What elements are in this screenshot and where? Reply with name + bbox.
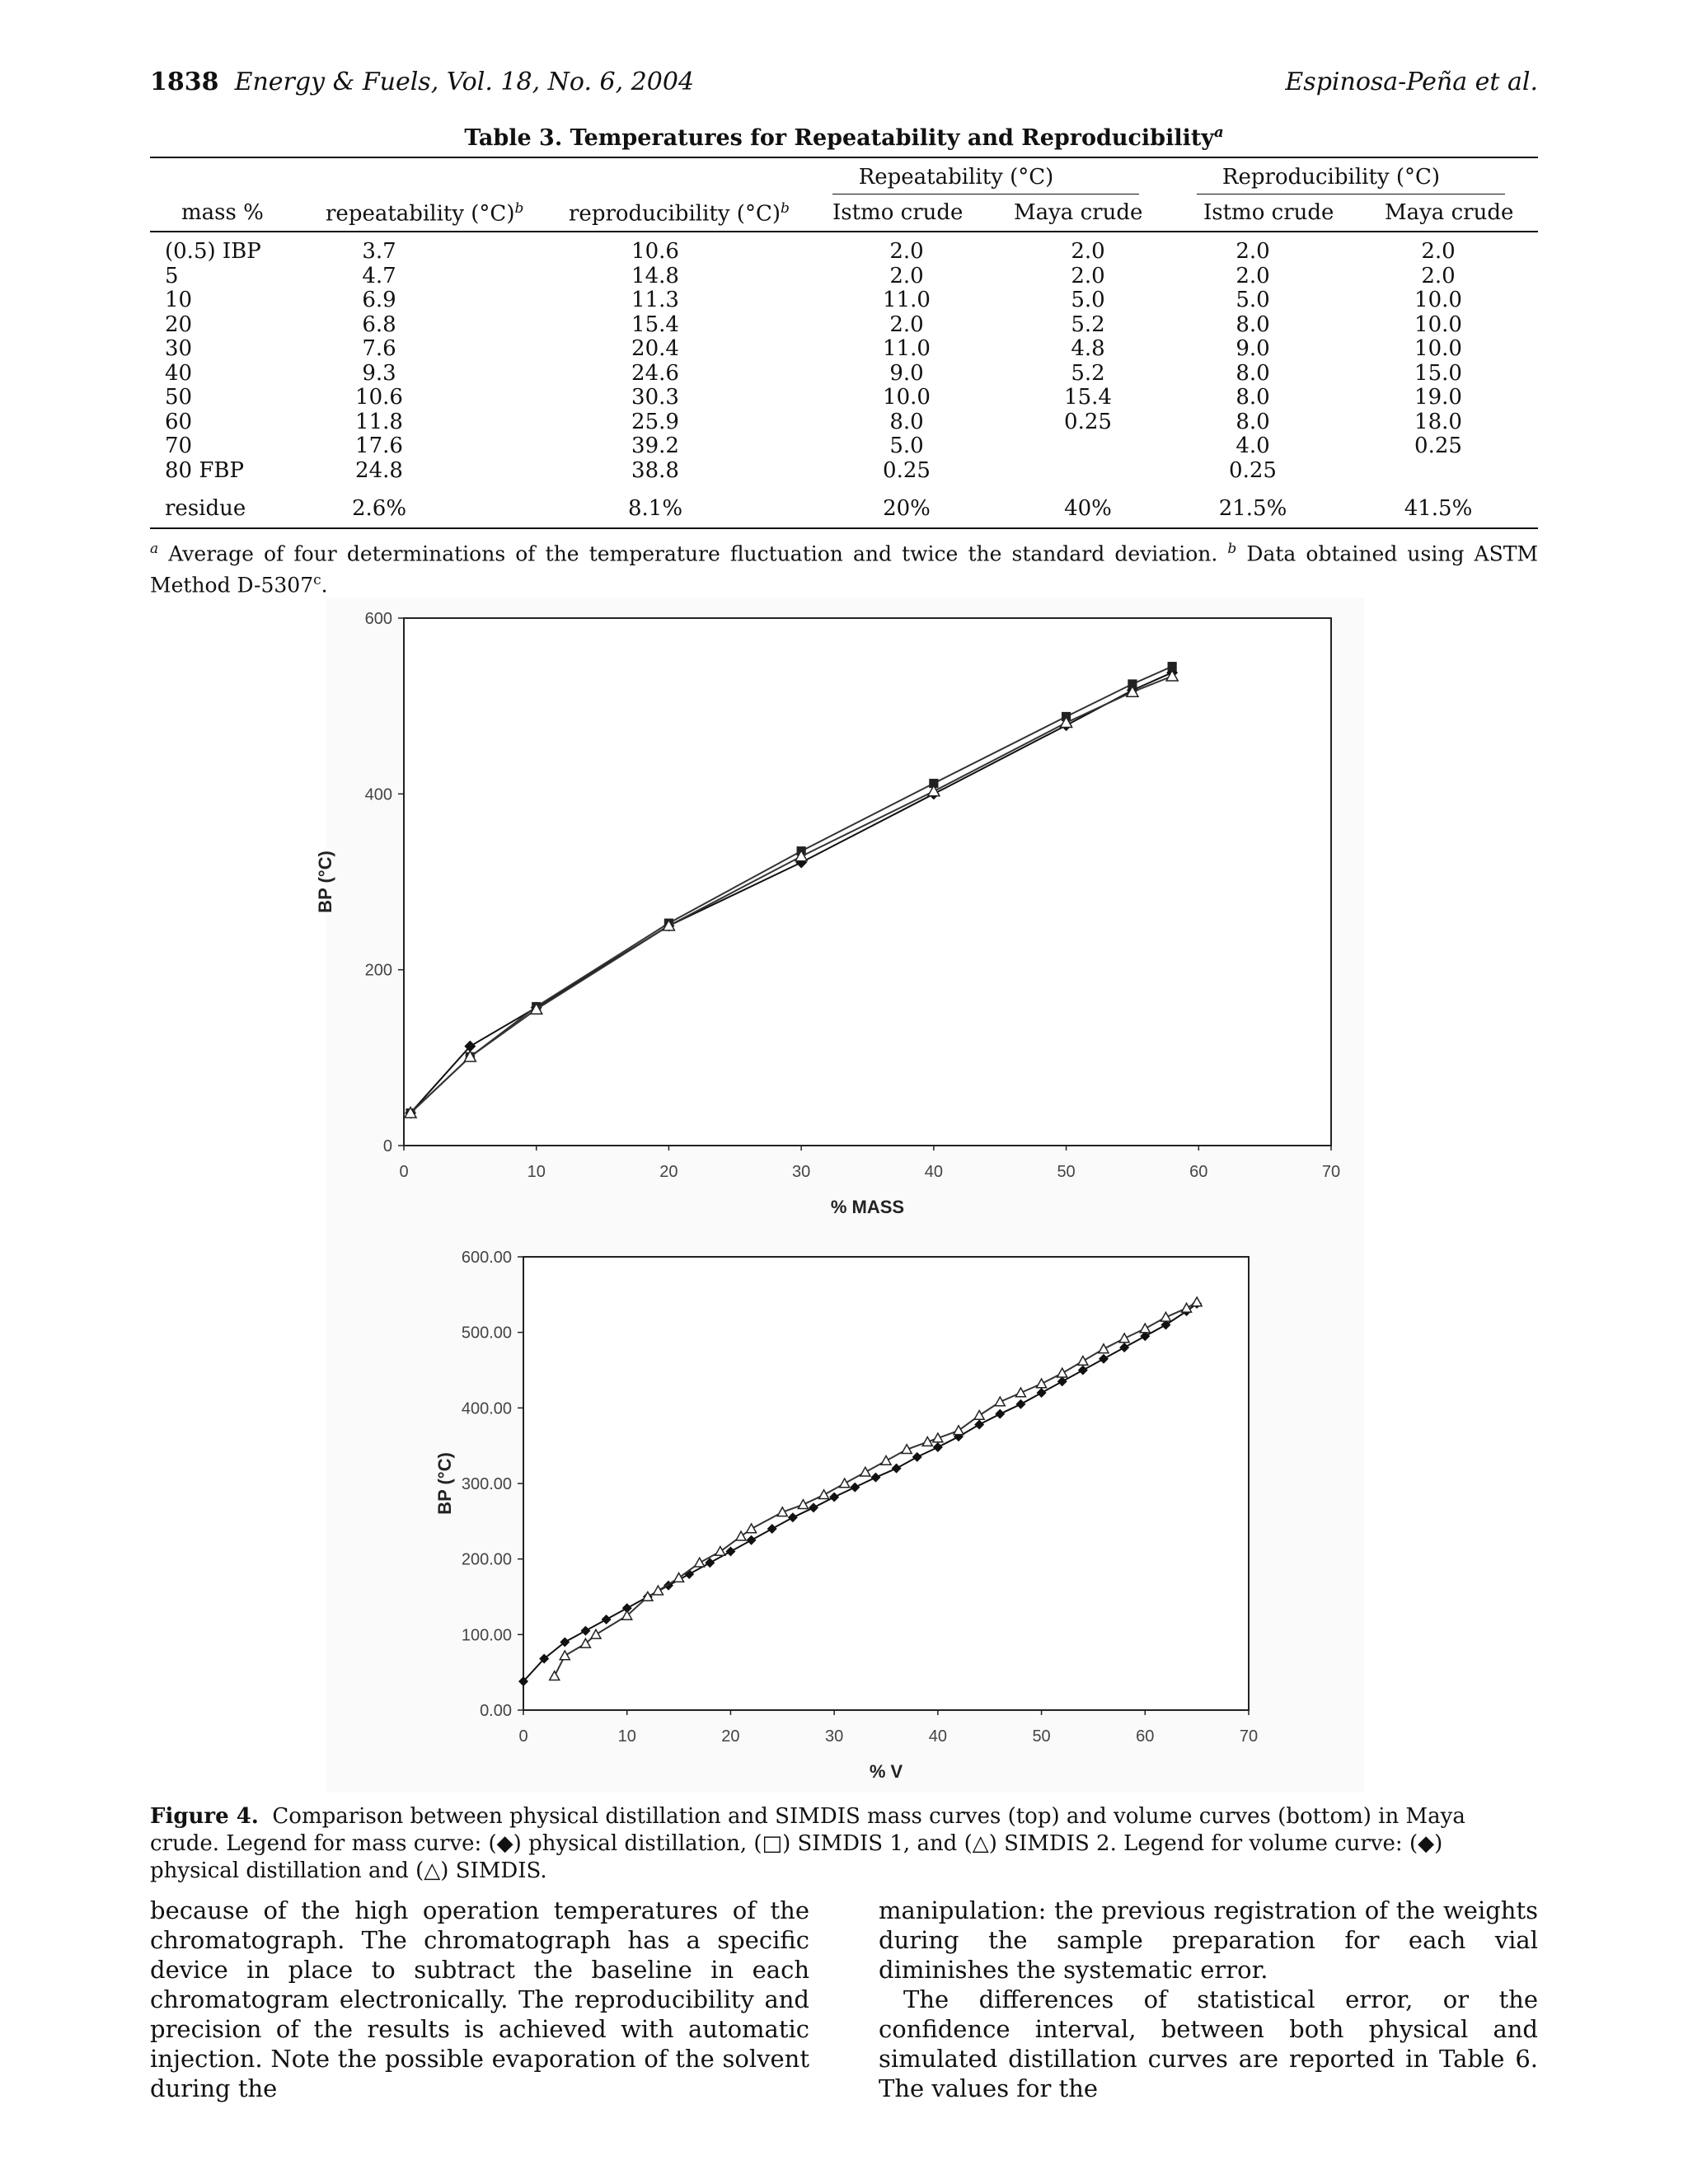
- table-cell: 4.0: [1236, 434, 1270, 458]
- table-cell: 11.0: [883, 288, 931, 312]
- body-paragraph-1: manipulation: the previous registration of the weights during the sample preparation for each vial diminishes the systematic error.: [879, 1896, 1538, 1984]
- chart-volume-frame: [326, 1232, 1364, 1793]
- x-tick-label: 30: [825, 1727, 844, 1746]
- group-header-repeatability: Repeatability (°C): [858, 165, 1054, 190]
- chart-volume: [326, 1232, 1364, 1793]
- row-label-cell: 30: [165, 336, 193, 361]
- table-cell: 2.0: [889, 312, 924, 337]
- footnote-a-mark: a: [150, 541, 159, 557]
- x-tick-label: 0: [399, 1163, 409, 1181]
- footnote-end: .: [321, 573, 328, 598]
- table-cell: 10.0: [1414, 336, 1462, 361]
- table-cell: 41.5%: [1404, 496, 1473, 521]
- table-cell: 25.9: [631, 409, 679, 434]
- table-cell: 2.6%: [351, 496, 407, 521]
- column-header: Istmo crude: [1203, 200, 1334, 225]
- table-cell: 18.0: [1414, 409, 1462, 434]
- table-top-rule: [150, 157, 1538, 158]
- x-tick-label: 20: [659, 1163, 678, 1181]
- table-cell: 24.8: [355, 457, 403, 483]
- table-cell: 14.8: [631, 263, 679, 288]
- table-cell: 5.0: [1071, 288, 1105, 312]
- column-header: Maya crude: [1014, 200, 1143, 225]
- journal-citation: Energy & Fuels, Vol. 18, No. 6, 2004: [234, 68, 695, 96]
- table-cell: 11.0: [883, 336, 931, 361]
- running-header-authors: Espinosa-Peña et al.: [1285, 68, 1538, 96]
- table-cell: 4.7: [362, 263, 396, 288]
- y-tick-label: 200.00: [461, 1550, 512, 1569]
- table-cell: 10.6: [355, 385, 403, 410]
- y-tick-label: 500.00: [461, 1324, 512, 1343]
- figure-caption-text: Comparison between physical distillation and SIMDIS mass curves (top) and volume curves (bottom) in Maya crude. Legend for mass curve: (◆) physical distillation, (□) SIMDIS 1, and (△) SIMDIS 2. Legend for volume curve: (◆) physical distillation and (△) SIMDIS.: [150, 1804, 1465, 1883]
- table-cell: 20%: [883, 496, 931, 521]
- body-column-right: [879, 1896, 1538, 2103]
- table-title-sup: a: [1214, 124, 1224, 141]
- table-cell: 3.7: [362, 239, 396, 264]
- x-tick-label: 10: [617, 1727, 636, 1746]
- y-tick-label: 100.00: [461, 1626, 512, 1645]
- table-cell: 2.0: [889, 263, 924, 288]
- table-cell: 17.6: [355, 434, 403, 458]
- figure-caption: [150, 1803, 1538, 1885]
- table-cell: 5.0: [1236, 288, 1270, 312]
- table-cell: 40%: [1064, 496, 1112, 521]
- y-tick-label: 400.00: [461, 1399, 512, 1418]
- y-tick-label: 200: [364, 961, 392, 980]
- table-cell: 8.0: [1236, 409, 1270, 434]
- table-cell: 5.0: [889, 434, 924, 458]
- y-tick-label: 600: [364, 610, 392, 628]
- column-header: mass %: [181, 200, 264, 225]
- x-tick-label: 40: [928, 1727, 947, 1746]
- plot-area: [523, 1257, 1249, 1710]
- running-header-left: [150, 68, 694, 96]
- x-tick-label: 50: [1057, 1163, 1076, 1181]
- x-tick-label: 10: [527, 1163, 546, 1181]
- y-tick-label: 400: [364, 785, 392, 804]
- table-cell: 6.8: [362, 312, 396, 337]
- y-axis-label: BP (°C): [434, 1452, 455, 1515]
- table-cell: 0.25: [1414, 434, 1462, 458]
- table-cell: 5.2: [1071, 360, 1105, 386]
- y-tick-label: 0: [382, 1137, 392, 1155]
- table-cell: 19.0: [1414, 385, 1462, 410]
- row-label-cell: 80 FBP: [165, 457, 244, 483]
- y-tick-label: 0.00: [480, 1702, 512, 1720]
- x-tick-label: 60: [1189, 1163, 1208, 1181]
- table-cell: 2.0: [889, 239, 924, 264]
- column-header: Istmo crude: [832, 200, 964, 225]
- figure-label: Figure 4.: [150, 1804, 259, 1829]
- row-label-cell: 60: [165, 409, 193, 434]
- footnote-b-sup: c: [313, 572, 321, 589]
- x-tick-label: 60: [1136, 1727, 1155, 1746]
- page-number: 1838: [150, 68, 219, 96]
- table-cell: 9.0: [1236, 336, 1270, 361]
- table-cell: 2.0: [1421, 239, 1456, 264]
- y-tick-label: 600.00: [461, 1249, 512, 1267]
- table-cell: 11.3: [631, 288, 679, 312]
- footnote-a-text: Average of four determinations of the temperature fluctuation and twice the standard deviation.: [168, 541, 1218, 566]
- column-header: repeatability $(^\circ C)^b$: [326, 200, 524, 227]
- table-cell: 8.0: [889, 409, 924, 434]
- table-cell: 2.0: [1421, 263, 1456, 288]
- x-tick-label: 0: [518, 1727, 528, 1746]
- table-cell: 39.2: [631, 434, 679, 458]
- row-label-cell: 5: [165, 263, 179, 288]
- x-tick-label: 70: [1239, 1727, 1259, 1746]
- x-axis-label: % MASS: [830, 1197, 905, 1217]
- row-label-cell: 40: [165, 360, 193, 386]
- row-label-cell: (0.5) IBP: [165, 239, 261, 264]
- table-cell: 0.25: [1229, 457, 1277, 483]
- table-cell: 21.5%: [1218, 496, 1287, 521]
- table-cell: 8.1%: [627, 496, 683, 521]
- table-cell: 38.8: [631, 457, 679, 483]
- table-cell: 9.0: [889, 360, 924, 386]
- table-cell: 0.25: [1064, 409, 1112, 434]
- table-cell: 10.0: [883, 385, 931, 410]
- table-cell: 10.0: [1414, 312, 1462, 337]
- table-cell: 24.6: [631, 360, 679, 386]
- table-cell: 30.3: [631, 385, 679, 410]
- table-cell: 8.0: [1236, 312, 1270, 337]
- table-cell: 2.0: [1071, 263, 1105, 288]
- table-cell: 2.0: [1236, 263, 1270, 288]
- table-footnote: [150, 536, 1538, 599]
- table-title-text: Table 3. Temperatures for Repeatability and Reproducibility: [464, 125, 1214, 151]
- table-cell: 8.0: [1236, 385, 1270, 410]
- table-bottom-rule: [150, 527, 1538, 529]
- footnote-b-mark: b: [1227, 541, 1237, 557]
- row-label-cell: 10: [165, 288, 193, 312]
- plot-area: [404, 618, 1331, 1146]
- table-cell: 0.25: [883, 457, 931, 483]
- body-column-left: because of the high operation temperatures of the chromatograph. The chromatograph has a specific device in place to subtract the baseline in each chromatogram electronically. The reproducibility and precision of the results is achieved with automatic injection. Note the possible evaporation of the solvent during the: [150, 1896, 809, 2102]
- chart-mass-frame: [315, 598, 1364, 1232]
- table-cell: 15.0: [1414, 360, 1462, 386]
- y-tick-label: 300.00: [461, 1475, 512, 1493]
- x-tick-label: 30: [792, 1163, 811, 1181]
- table-cell: 10.0: [1414, 288, 1462, 312]
- table-cell: 8.0: [1236, 360, 1270, 386]
- table-cell: 7.6: [362, 336, 396, 361]
- chart-mass: [315, 598, 1364, 1232]
- table-cell: 2.0: [1236, 239, 1270, 264]
- x-axis-label: % V: [869, 1761, 903, 1782]
- table-title: [0, 124, 1688, 151]
- x-tick-label: 50: [1032, 1727, 1051, 1746]
- table-header-rule: [150, 231, 1538, 232]
- table-cell: 4.8: [1071, 336, 1105, 361]
- column-header: reproducibility $(^\circ C)^b$: [569, 200, 790, 227]
- x-tick-label: 20: [721, 1727, 740, 1746]
- footnote-b-text: Data obtained using ASTM Method D-5307: [150, 541, 1539, 598]
- row-label-cell: 70: [165, 434, 193, 458]
- y-axis-label: BP (°C): [315, 851, 335, 913]
- table-cell: 15.4: [631, 312, 679, 337]
- table-cell: 10.6: [631, 239, 679, 264]
- table-cell: 11.8: [355, 409, 403, 434]
- x-tick-label: 70: [1321, 1163, 1341, 1181]
- row-label-cell: 20: [165, 312, 193, 337]
- row-label-cell: 50: [165, 385, 193, 410]
- row-label-cell: residue: [165, 496, 246, 521]
- body-paragraph-2: The differences of statistical error, or the confidence interval, between both physical and simulated distillation curves are reported in Table 6. The values for the: [879, 1985, 1538, 2102]
- column-header: Maya crude: [1385, 200, 1514, 225]
- table-cell: 6.9: [362, 288, 396, 312]
- x-tick-label: 40: [924, 1163, 943, 1181]
- table-cell: 20.4: [631, 336, 679, 361]
- table-cell: 5.2: [1071, 312, 1105, 337]
- table-cell: 9.3: [362, 360, 396, 386]
- group-header-reproducibility: Reproducibility (°C): [1221, 165, 1441, 190]
- table-cell: 15.4: [1064, 385, 1112, 410]
- table-cell: 2.0: [1071, 239, 1105, 264]
